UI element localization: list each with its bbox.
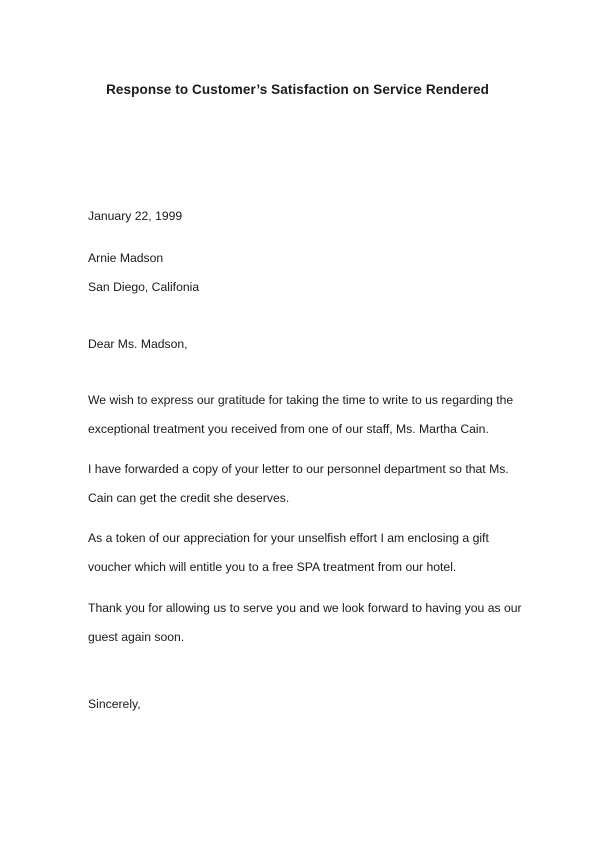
paragraph-4-line-1: Thank you for allowing us to serve you and we look forward to having you as our: [88, 601, 522, 615]
salutation: Dear Ms. Madson,: [88, 337, 188, 351]
closing: Sincerely,: [88, 697, 141, 711]
letter-date: January 22, 1999: [88, 209, 183, 223]
recipient-name: Arnie Madson: [88, 251, 164, 265]
recipient-location: San Diego, Califonia: [88, 280, 200, 294]
paragraph-3-line-1: As a token of our appreciation for your unselfish effort I am enclosing a gift: [88, 531, 489, 545]
document-title: Response to Customer’s Satisfaction on Service Rendered: [106, 82, 489, 97]
paragraph-3-line-2: voucher which will entitle you to a free SPA treatment from our hotel.: [88, 560, 457, 574]
paragraph-2-line-1: I have forwarded a copy of your letter to our personnel department so that Ms.: [88, 462, 509, 476]
paragraph-2-line-2: Cain can get the credit she deserves.: [88, 491, 290, 505]
paragraph-4-line-2: guest again soon.: [88, 630, 185, 644]
paragraph-1-line-2: exceptional treatment you received from one of our staff, Ms. Martha Cain.: [88, 422, 489, 436]
paragraph-1-line-1: We wish to express our gratitude for taking the time to write to us regarding the: [88, 393, 514, 407]
